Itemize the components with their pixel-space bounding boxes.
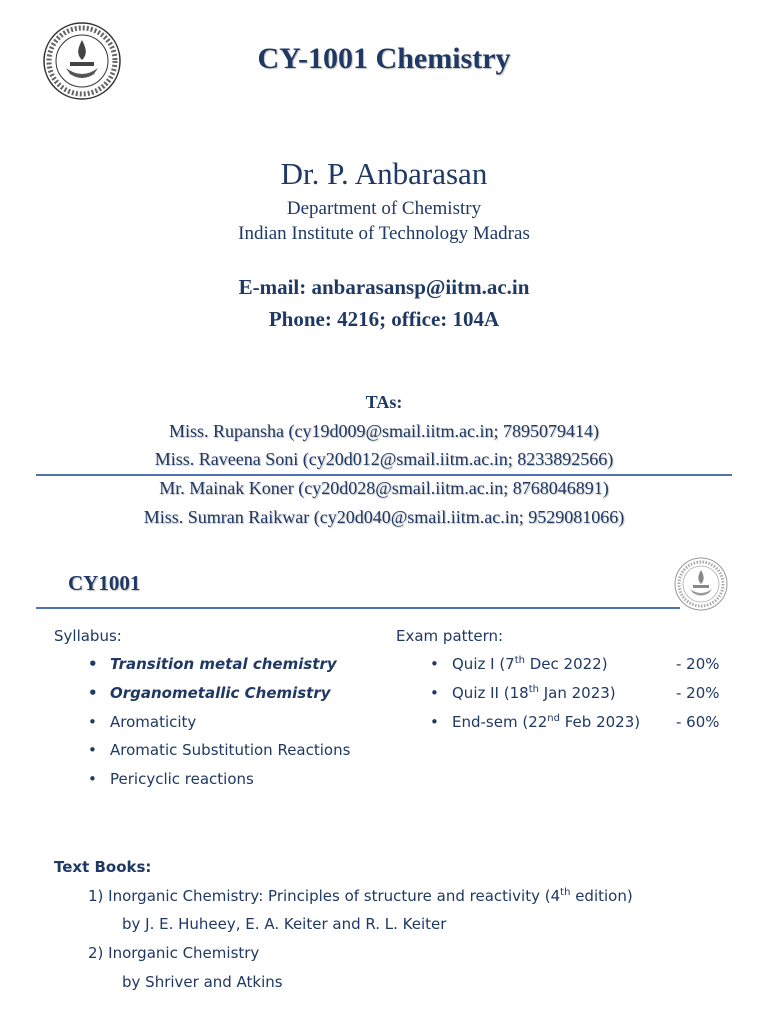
bullet-icon: • — [88, 684, 98, 702]
exam-weight: - 60% — [676, 713, 720, 731]
exam-weight: - 20% — [676, 655, 720, 673]
bullet-icon: • — [430, 655, 439, 673]
exam-item: • Quiz I (7th Dec 2022) — [430, 655, 608, 673]
ta-item: Miss. Raveena Soni (cy20d012@smail.iitm.ac.in; 8233892566) — [154, 449, 614, 469]
iitm-logo-icon — [672, 556, 730, 612]
textbook-authors: by Shriver and Atkins — [122, 973, 283, 991]
syllabus-item: • Aromaticity — [88, 713, 197, 731]
bullet-icon: • — [88, 741, 97, 759]
institute-text: Indian Institute of Technology Madras — [238, 223, 530, 244]
bullet-icon: • — [88, 713, 97, 731]
ta-item: Mr. Mainak Koner (cy20d028@smail.iitm.ac.in; 8768046891) — [159, 478, 609, 498]
syllabus-item: • Pericyclic reactions — [88, 770, 254, 788]
syllabus-heading: Syllabus: — [54, 627, 122, 645]
exam-heading: Exam pattern: — [396, 627, 504, 645]
exam-weight: - 20% — [676, 684, 720, 702]
textbook-authors: by J. E. Huheey, E. A. Keiter and R. L. Keiter — [122, 915, 447, 933]
bullet-icon: • — [430, 684, 439, 702]
email-text: E-mail: anbarasansp@iitm.ac.in — [238, 275, 530, 299]
ta-item: Miss. Sumran Raikwar (cy20d040@smail.iitm.ac.in; 9529081066) — [143, 507, 625, 527]
exam-item: • Quiz II (18th Jan 2023) — [430, 684, 616, 702]
syllabus-item: • Organometallic Chemistry — [88, 684, 331, 702]
page-title: CY-1001 Chemistry — [257, 42, 511, 75]
ta-item: Miss. Rupansha (cy19d009@smail.iitm.ac.in; 7895079414) — [168, 421, 600, 441]
divider-line — [36, 474, 732, 476]
bullet-icon: • — [88, 770, 97, 788]
divider-line — [36, 607, 680, 609]
bullet-icon: • — [88, 655, 98, 673]
bullet-icon: • — [430, 713, 439, 731]
textbook-title: 1) Inorganic Chemistry: Principles of structure and reactivity (4th edition) — [88, 887, 633, 905]
textbook-title: 2) Inorganic Chemistry — [88, 944, 260, 962]
syllabus-item: • Transition metal chemistry — [88, 655, 337, 673]
department-text: Department of Chemistry — [286, 198, 482, 219]
tas-heading: TAs: — [365, 392, 403, 412]
instructor-name: Dr. P. Anbarasan — [280, 156, 488, 191]
syllabus-item: • Aromatic Substitution Reactions — [88, 741, 351, 759]
textbooks-heading: Text Books: — [54, 858, 152, 876]
phone-text: Phone: 4216; office: 104A — [268, 307, 500, 331]
exam-item: • End-sem (22nd Feb 2023) — [430, 713, 641, 731]
section-title: CY1001 — [68, 571, 141, 595]
